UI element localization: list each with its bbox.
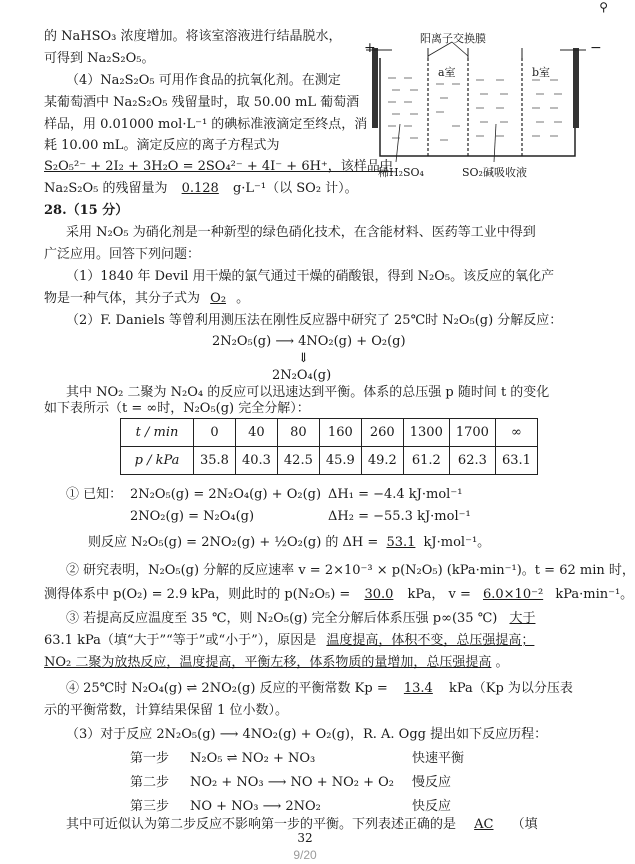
right-electrode-sign: − (590, 40, 602, 56)
equation-line: 2N₂O₅(g) ⟶ 4NO₂(g) + O₂(g) (212, 334, 406, 349)
overflow-number: 32 (297, 831, 313, 845)
table-cell: 80 (277, 419, 319, 447)
table-header: t / min (121, 419, 194, 447)
text-line: 可得到 Na₂S₂O₅。 (44, 51, 155, 66)
right-electrode (573, 48, 579, 128)
text-line: 的 NaHSO₃ 浓度增加。将该室溶液进行结晶脱水， (44, 29, 342, 44)
answer-reason-2: NO₂ 二聚为放热反应，温度提高，平衡左移，体系物质的量增加，总压强提高 (44, 655, 492, 670)
q5-end: （填 (511, 817, 538, 832)
table-cell: 260 (361, 419, 403, 447)
text-line: 样品，用 0.01000 mol·L⁻¹ 的碘标准液滴定至终点，消 (44, 117, 368, 132)
q1-unit: kJ·mol⁻¹。 (423, 535, 491, 550)
residue-unit: g·L⁻¹（以 SO₂ 计）。 (232, 181, 358, 196)
q4-line-2: 示的平衡常数，计算结果保留 1 位小数）。 (44, 703, 289, 718)
right-solution-label: SO₂碱吸收液 (462, 166, 527, 179)
q1-label: ① 已知： (66, 487, 123, 502)
equation-line: 2N₂O₄(g) (272, 368, 332, 383)
equation-line: S₂O₅²⁻ + 2I₂ + 3H₂O = 2SO₄²⁻ + 4I⁻ + 6H⁺，该样品中 (44, 159, 393, 174)
q4-prompt: ④ 25℃时 N₂O₄(g) ⇌ 2NO₂(g) 反应的平衡常数 Kp = (66, 681, 388, 696)
question-number: 28.（15 分） (44, 203, 129, 218)
answer-formula: O₂ (210, 291, 227, 306)
text-line: （1）1840 年 Devil 用干燥的氯气通过干燥的硝酸银，得到 N₂O₅。该反应的氧化产 (66, 269, 555, 284)
q1-equation-2: 2NO₂(g) = N₂O₄(g) (130, 509, 255, 524)
table-header: p / kPa (121, 447, 194, 475)
q1-enthalpy-2: ΔH₂ = −55.3 kJ·mol⁻¹ (328, 509, 471, 524)
answer-reason-1: 温度提高，体积不变，总压强提高； (326, 633, 535, 648)
equilibrium-arrow: ⇓ (298, 351, 309, 366)
table-cell: ∞ (495, 419, 537, 447)
text-line: 采用 N₂O₅ 为硝化剂是一种新型的绿色硝化技术，在含能材料、医药等工业中得到 (66, 225, 536, 240)
q5-intro: （3）对于反应 2N₂O₅(g) ⟶ 4NO₂(g) + O₂(g)，R. A. Ogg 提出如下反应历程： (66, 727, 548, 742)
text-line: （2）F. Daniels 等曾利用测压法在刚性反应器中研究了 25℃时 N₂O₅(g) 分解反应： (66, 313, 563, 328)
q5-prompt: 其中可近似认为第二步反应不影响第一步的平衡。下列表述正确的是 (66, 817, 457, 832)
text-line (44, 290, 249, 307)
formula-prompt: 物是一种气体，其分子式为 (44, 291, 201, 306)
table-row (121, 419, 538, 447)
q1-equation-1: 2N₂O₅(g) = 2N₂O₄(g) + O₂(g) (130, 487, 322, 502)
q1-ask-line (88, 534, 490, 551)
answer-pressure: 30.0 (364, 587, 394, 602)
left-electrode (372, 48, 378, 128)
page-number: 9/20 (293, 848, 317, 862)
q3-prompt: ③ 若提高反应温度至 35 ℃，则 N₂O₅(g) 完全分解后体系压强 p∞(35 ℃) (66, 611, 498, 626)
table-cell: 40 (235, 419, 277, 447)
table-cell: 1700 (449, 419, 495, 447)
answer-greater: 大于 (509, 611, 536, 626)
formula-end: 。 (236, 291, 250, 306)
text-line: 耗 10.00 mL。滴定反应的离子方程式为 (44, 138, 280, 153)
q3-line-3 (44, 654, 509, 671)
table-cell: 62.3 (449, 447, 495, 475)
step-name: 第二步 (130, 775, 170, 790)
corner-mark: ⚲ (599, 0, 608, 14)
q4-line-1 (66, 680, 573, 697)
table-cell: 0 (194, 419, 236, 447)
step-name: 第一步 (130, 751, 170, 766)
step-equation: N₂O₅ ⇌ NO₂ + NO₃ (190, 751, 316, 766)
text-line: 如下表所示（t = ∞时，N₂O₅(g) 完全分解）： (44, 401, 310, 416)
answer-rate: 6.0×10⁻² (482, 587, 544, 602)
step-rate: 快反应 (412, 799, 452, 814)
q2-unit: kPa·min⁻¹。 (555, 587, 634, 602)
table-cell: 1300 (403, 419, 449, 447)
table-cell: 42.5 (277, 447, 319, 475)
answer-kp: 13.4 (403, 681, 433, 696)
table-cell: 63.1 (495, 447, 537, 475)
left-solution-label: 稀H₂SO₄ (378, 166, 424, 179)
text-line: 其中 NO₂ 二聚为 N₂O₄ 的反应可以迅速达到平衡。体系的总压强 p 随时间 t 的变化 (66, 385, 550, 400)
table-cell: 61.2 (403, 447, 449, 475)
membrane-label: 阳离子交换膜 (420, 32, 486, 45)
step-rate: 慢反应 (412, 775, 452, 790)
text-line (44, 180, 358, 197)
pressure-time-table (120, 418, 538, 475)
q2-line-1: ② 研究表明，N₂O₅(g) 分解的反应速率 v = 2×10⁻³ × p(N₂O₅) (kPa·min⁻¹)。t = 62 min 时， (66, 563, 635, 578)
q3-line-1 (66, 610, 543, 627)
step-rate: 快速平衡 (412, 751, 465, 766)
table-cell: 45.9 (319, 447, 361, 475)
q2-mid: kPa， v = (407, 587, 471, 602)
q2-prompt: 测得体系中 p(O₂) = 2.9 kPa，则此时的 p(N₂O₅) = (44, 587, 351, 602)
table-row (121, 447, 538, 475)
q3-end: 。 (495, 655, 509, 670)
left-electrode-sign: + (364, 40, 376, 56)
q1-enthalpy-1: ΔH₁ = −4.4 kJ·mol⁻¹ (328, 487, 463, 502)
chamber-b-label: b室 (532, 66, 551, 79)
q2-line-2 (44, 586, 633, 603)
step-equation: NO + NO₃ ⟶ 2NO₂ (190, 799, 321, 814)
step-equation: NO₂ + NO₃ ⟶ NO + NO₂ + O₂ (190, 775, 395, 790)
table-cell: 160 (319, 419, 361, 447)
table-cell: 49.2 (361, 447, 403, 475)
table-cell: 40.3 (235, 447, 277, 475)
q4-after: kPa（Kp 为以分压表 (448, 681, 573, 696)
answer-choice: AC (474, 817, 494, 832)
text-line: 广泛应用。回答下列问题： (44, 247, 201, 262)
text-line: （4）Na₂S₂O₅ 可用作食品的抗氧化剂。在测定 (66, 73, 341, 88)
q3-line-2 (44, 632, 534, 649)
answer-delta-h: 53.1 (386, 535, 416, 550)
table-cell: 35.8 (194, 447, 236, 475)
step-name: 第三步 (130, 799, 170, 814)
residue-prompt: Na₂S₂O₅ 的残留量为 (44, 181, 168, 196)
q3-reason-prompt: 63.1 kPa（填“大于”“等于”或“小于”），原因是 (44, 633, 317, 648)
text-line: 某葡萄酒中 Na₂S₂O₅ 残留量时，取 50.00 mL 葡萄酒 (44, 95, 360, 110)
chamber-a-label: a室 (438, 66, 456, 79)
q1-ask: 则反应 N₂O₅(g) = 2NO₂(g) + ½O₂(g) 的 ΔH = (88, 535, 379, 550)
answer-residue: 0.128 (181, 181, 219, 196)
